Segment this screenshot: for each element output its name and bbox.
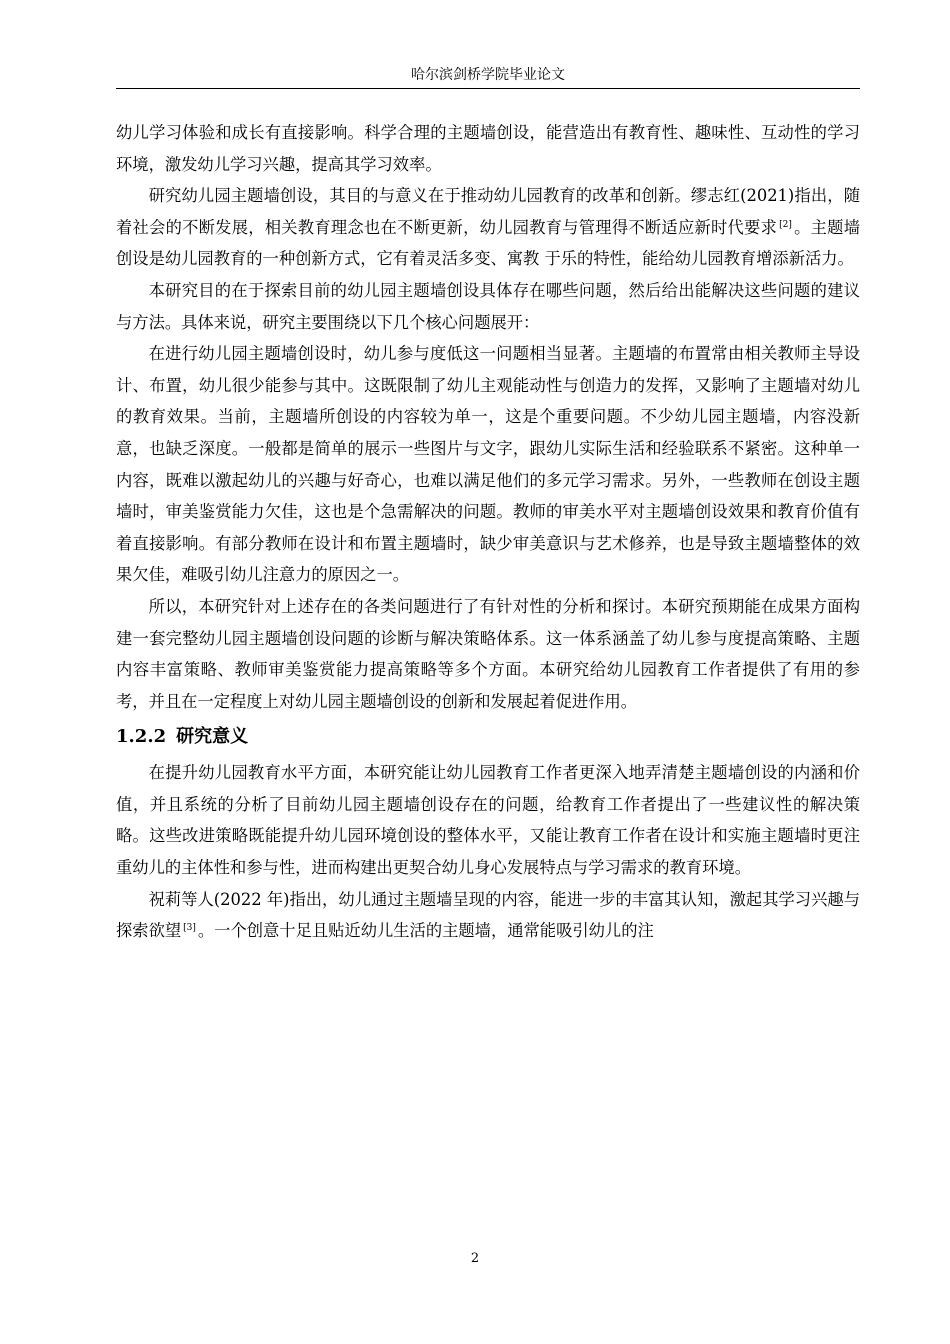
paragraph-problems: 在进行幼儿园主题墙创设时，幼儿参与度低这一问题相当显著。主题墙的布置常由相关教师主导设计、布置，幼儿很少能参与其中。这既限制了幼儿主观能动性与创造力的发挥，又影响了主题墙对幼儿的教育效果。当前，主题墙所创设的内容较为单一，这是个重要问题。不少幼儿园主题墙，内容没新意，也缺乏深度。一般都是简单的展示一些图片与文字，跟幼儿实际生活和经验联系不紧密。这种单一内容，既难以激起幼儿的兴趣与好奇心，也难以满足他们的多元学习需求。另外，一些教师在创设主题墙时，审美鉴赏能力欠佳，这也是个急需解决的问题。教师的审美水平对主题墙创设效果和教育价值有着直接影响。有部分教师在设计和布置主题墙时，缺少审美意识与艺术修养，也是导致主题墙整体的效果欠佳，难吸引幼儿注意力的原因之一。	[116, 344, 860, 585]
paragraph-significance: 在提升幼儿园教育水平方面，本研究能让幼儿园教育工作者更深入地弄清楚主题墙创设的内涵和价值，并且系统的分析了目前幼儿园主题墙创设存在的问题，给教育工作者提出了一些建议性的解决策略。这些改进策略既能提升幼儿园环境创设的整体水平，又能让教育工作者在设计和实施主题墙时更注重幼儿的主体性和参与性，进而构建出更契合幼儿身心发展特点与学习需求的教育环境。	[116, 763, 860, 878]
paragraph-continuation: 幼儿学习体验和成长有直接影响。科学合理的主题墙创设，能营造出有教育性、趣味性、互动性的学习环境，激发幼儿学习兴趣，提高其学习效率。	[116, 123, 860, 174]
body-text	[116, 117, 860, 947]
paragraph-purpose	[116, 180, 860, 275]
paragraph-text: 研究幼儿园主题墙创设，其目的与意义在于推动幼儿园教育的改革和创新。缪志红(2021)指出，随着社会的不断发展，相关教育理念也在不断更新，幼儿园教育与管理得不断适应新时代要求	[116, 186, 860, 237]
paragraph-citation	[116, 884, 860, 947]
section-heading	[116, 717, 860, 757]
citation-marker: [3]	[183, 923, 196, 934]
header-rule	[116, 88, 860, 89]
citation-marker: [2]	[779, 219, 792, 230]
section-number: 1.2.2	[116, 726, 167, 748]
paragraph-aim: 本研究目的在于探索目前的幼儿园主题墙创设具体存在哪些问题，然后给出能解决这些问题的建议与方法。具体来说，研究主要围绕以下几个核心问题展开：	[116, 280, 860, 332]
paragraph-conclusion: 所以，本研究针对上述存在的各类问题进行了有针对性的分析和探讨。本研究预期能在成果方面构建一套完整幼儿园主题墙创设问题的诊断与解决策略体系。这一体系涵盖了幼儿参与度提高策略、主题内容丰富策略、教师审美鉴赏能力提高策略等多个方面。本研究给幼儿园教育工作者提供了有用的参考，并且在一定程度上对幼儿园主题墙创设的创新和发展起着促进作用。	[116, 596, 860, 711]
paragraph-text: 。一个创意十足且贴近幼儿生活的主题墙，通常能吸引幼儿的注	[197, 921, 654, 941]
paragraph-text: 。主题墙创设是幼儿园教育的一种创新方式，它有着灵活多变、寓教 于乐的特性，能给幼儿园教育增添新活力。	[116, 217, 860, 269]
running-header: 哈尔滨剑桥学院毕业论文	[411, 67, 565, 83]
page-number: 2	[470, 1251, 480, 1266]
paragraph-text: 祝莉等人(2022 年)指出，幼儿通过主题墙呈现的内容，能进一步的丰富其认知，激起其学习兴趣与探索欲望	[116, 889, 860, 941]
section-title: 研究意义	[176, 726, 249, 748]
